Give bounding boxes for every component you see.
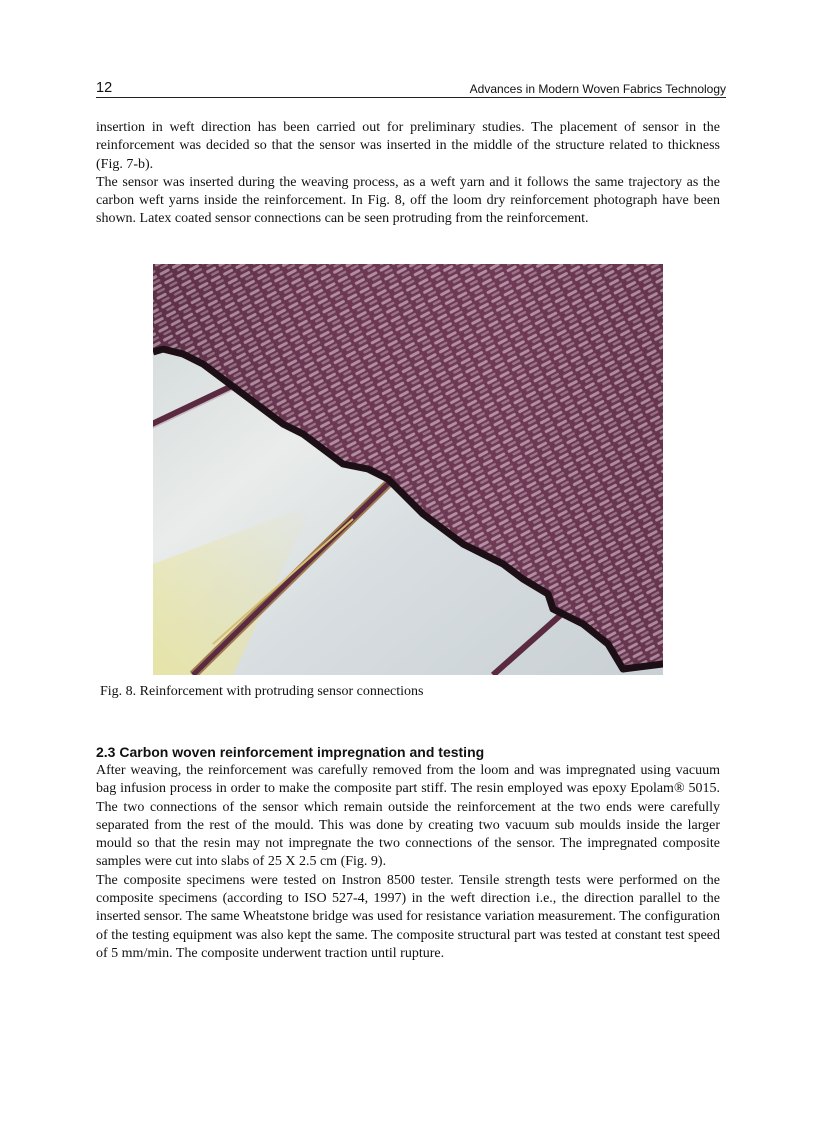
body-text-top [96,119,720,229]
section-heading: 2.3 Carbon woven reinforcement impregnation and testing [96,744,485,760]
paragraph: After weaving, the reinforcement was carefully removed from the loom and was impregnated using vacuum bag infusion process in order to make the composite part stiff. The resin employed was epoxy Epolam® 5015. The two connections of the sensor which remain outside the reinforcement at the two ends were carefully separated from the rest of the mould. This was done by creating two vacuum sub moulds inside the larger mould so that the resin may not impregnate the two connections of the sensor. The impregnated composite samples were cut into slabs of 25 X 2.5 cm (Fig. 9). [96,763,720,870]
paragraph: insertion in weft direction has been carried out for preliminary studies. The placement of sensor in the reinforcement was decided so that the sensor was inserted in the middle of the structure related to thickness (Fig. 7-b). [96,120,720,172]
running-title: Advances in Modern Woven Fabrics Technology [469,82,726,96]
page-header [96,80,726,98]
paragraph: The composite specimens were tested on Instron 8500 tester. Tensile strength tests were performed on the composite specimens (according to ISO 527-4, 1997) in the weft direction i.e., the direction parallel to the inserted sensor. The same Wheatstone bridge was used for resistance variation measurement. The configuration of the testing equipment was also kept the same. The composite structural part was tested at constant test speed of 5 mm/min. The composite underwent traction until rupture. [96,872,720,961]
paragraph: The sensor was inserted during the weaving process, as a weft yarn and it follows the same trajectory as the carbon weft yarns inside the reinforcement. In Fig. 8, off the loom dry reinforcement photograph have been shown. Latex coated sensor connections can be seen protruding from the reinforcement. [96,174,720,227]
figure-caption: Fig. 8. Reinforcement with protruding sensor connections [100,684,424,699]
page-number: 12 [96,80,113,96]
figure-8-photo [153,264,663,675]
section-2-3 [96,743,720,963]
reinforcement-photograph [153,264,663,675]
